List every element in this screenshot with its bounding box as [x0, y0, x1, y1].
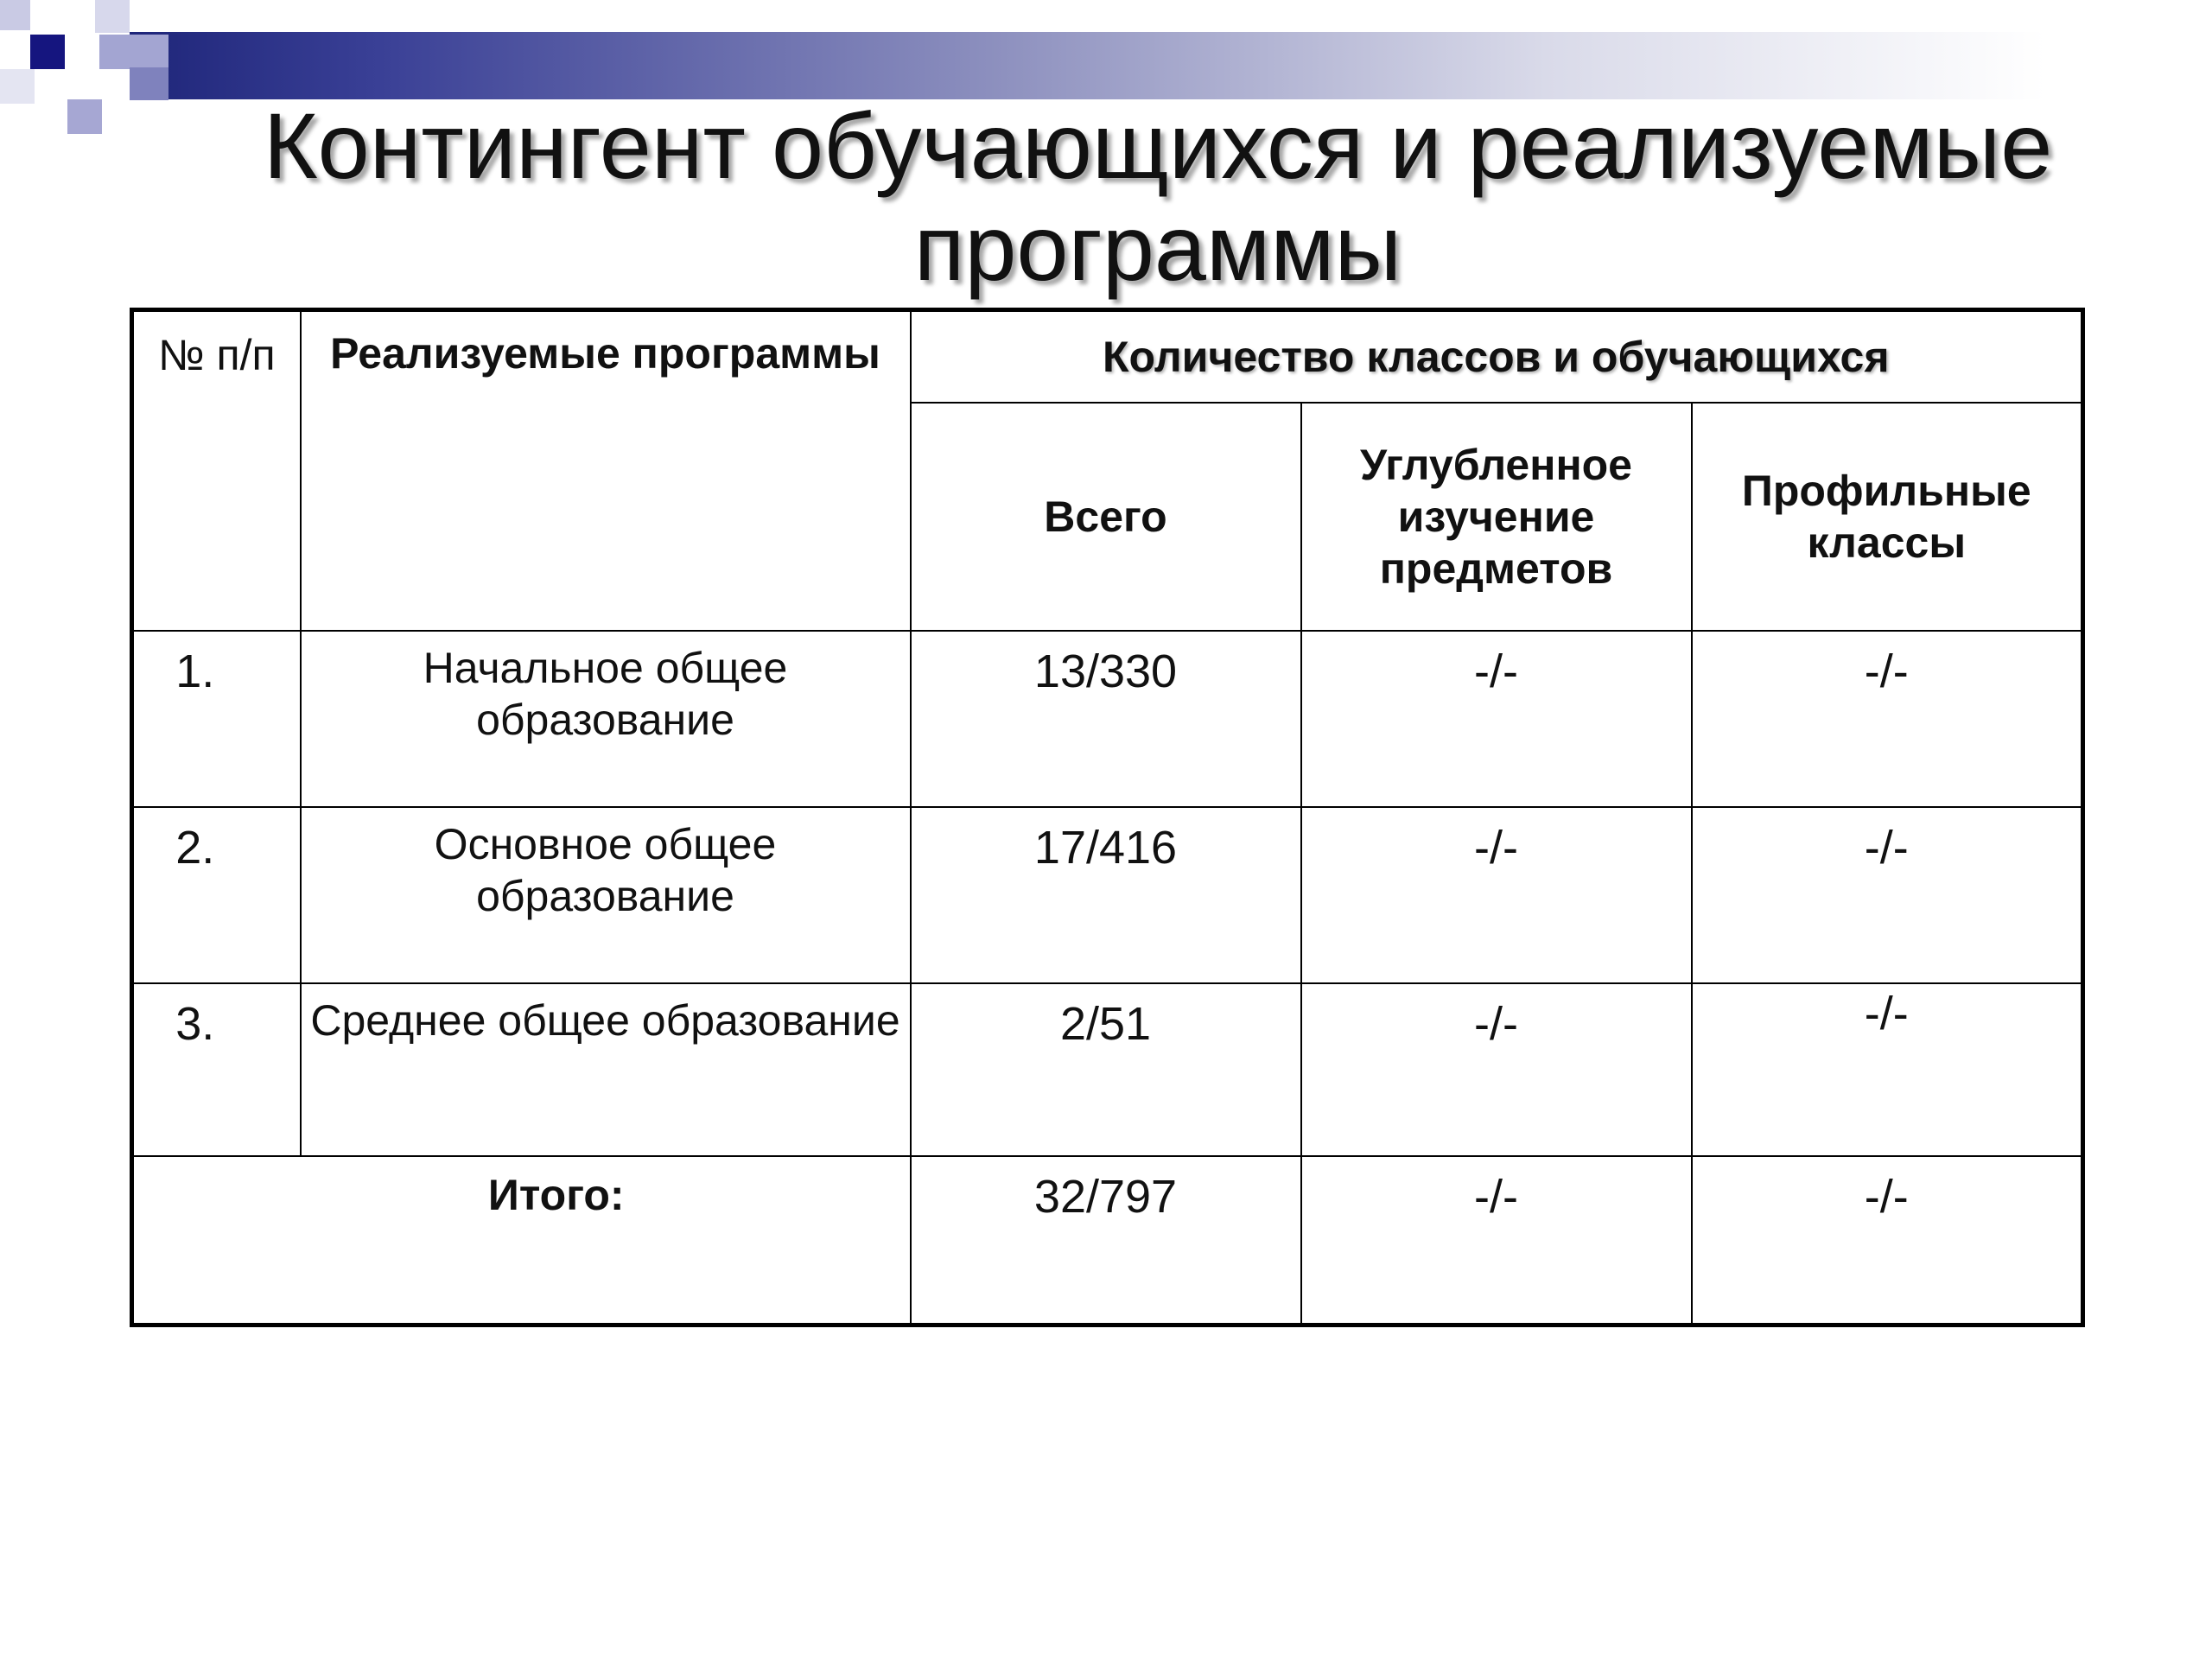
header-advanced: Углубленное изучение предметов — [1301, 403, 1692, 631]
row-total: 2/51 — [911, 983, 1301, 1156]
row-profile: -/- — [1692, 983, 2083, 1156]
row-number: 1. — [132, 631, 301, 807]
summary-total: 32/797 — [911, 1156, 1301, 1325]
row-program: Начальное общее образование — [301, 631, 911, 807]
row-total: 13/330 — [911, 631, 1301, 807]
page-title — [138, 95, 2177, 299]
header-programs: Реализуемые программы — [301, 310, 911, 632]
row-advanced: -/- — [1301, 807, 1692, 983]
table-header-row — [132, 310, 2083, 404]
summary-profile: -/- — [1692, 1156, 2083, 1325]
decor-square — [30, 35, 65, 69]
table-row — [132, 631, 2083, 807]
table-row — [132, 983, 2083, 1156]
decor-square — [67, 99, 102, 134]
summary-advanced: -/- — [1301, 1156, 1692, 1325]
row-program: Среднее общее образование — [301, 983, 911, 1156]
table-row — [132, 807, 2083, 983]
row-program: Основное общее образование — [301, 807, 911, 983]
row-number: 2. — [132, 807, 301, 983]
row-total: 17/416 — [911, 807, 1301, 983]
header-total: Всего — [911, 403, 1301, 631]
row-advanced: -/- — [1301, 983, 1692, 1156]
contingent-table — [130, 308, 2085, 1327]
header-profile: Профильные классы — [1692, 403, 2083, 631]
row-profile: -/- — [1692, 631, 2083, 807]
header-gradient-band — [130, 32, 2212, 99]
header-number: № п/п — [132, 310, 301, 632]
decor-square — [95, 0, 130, 33]
title-line-2: программы — [913, 195, 1402, 300]
decor-square — [0, 69, 35, 104]
title-line-1: Контингент обучающихся и реализуемые — [263, 93, 2053, 198]
row-profile: -/- — [1692, 807, 2083, 983]
header-quantity: Количество классов и обучающихся — [911, 310, 2083, 404]
row-advanced: -/- — [1301, 631, 1692, 807]
decor-square — [0, 0, 30, 30]
summary-label: Итого: — [132, 1156, 911, 1325]
table-summary-row — [132, 1156, 2083, 1325]
decor-square — [99, 35, 168, 69]
row-number: 3. — [132, 983, 301, 1156]
